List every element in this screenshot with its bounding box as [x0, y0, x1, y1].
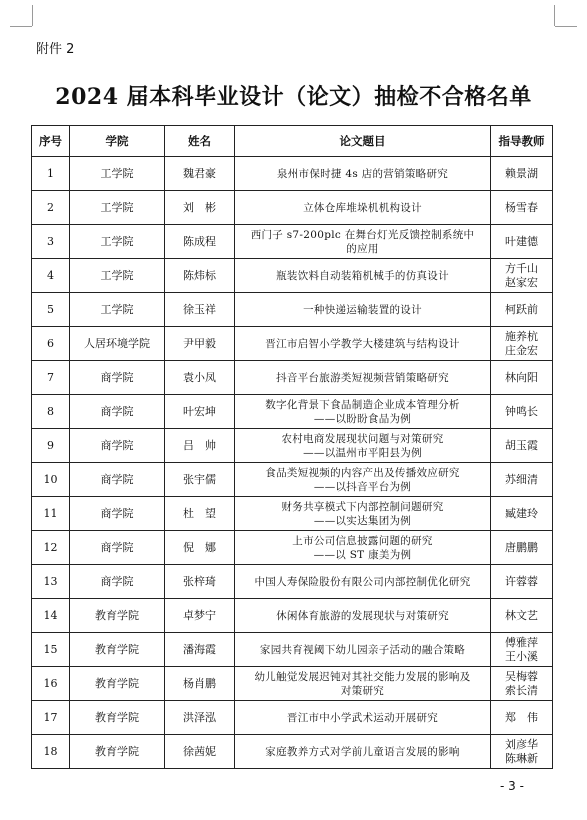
cell-name: 张梓琦 — [165, 565, 235, 599]
advisor-name: 叶建德 — [505, 234, 538, 248]
header-no: 序号 — [32, 126, 70, 157]
cell-name: 袁小凤 — [165, 361, 235, 395]
page-number: - 3 - — [500, 779, 524, 793]
cell-college: 教育学院 — [70, 633, 165, 667]
topic-line: 的应用 — [346, 242, 379, 255]
cell-name: 尹甲毅 — [165, 327, 235, 361]
advisor-name: 施养杭 — [505, 329, 538, 343]
topic-line: 立体仓库堆垛机机构设计 — [303, 201, 422, 214]
cell-no: 10 — [32, 463, 70, 497]
cell-advisor — [491, 327, 553, 361]
cell-topic — [235, 327, 491, 361]
cell-name: 洪泽泓 — [165, 701, 235, 735]
cell-name: 吕 帅 — [165, 429, 235, 463]
advisor-name: 许蓉蓉 — [505, 574, 538, 588]
advisor-name: 吴梅蓉 — [505, 669, 538, 683]
cell-no: 18 — [32, 735, 70, 769]
cell-college: 商学院 — [70, 395, 165, 429]
cell-college: 教育学院 — [70, 735, 165, 769]
advisor-name: 庄金宏 — [505, 343, 538, 357]
cell-no: 9 — [32, 429, 70, 463]
cell-topic — [235, 599, 491, 633]
advisor-name: 陈琳新 — [505, 751, 538, 765]
cell-no: 1 — [32, 157, 70, 191]
cell-name: 徐玉祥 — [165, 293, 235, 327]
topic-line: 家庭教养方式对学前儿童语言发展的影响 — [265, 745, 460, 758]
advisor-name: 刘彦华 — [505, 737, 538, 751]
table-row — [32, 191, 553, 225]
cell-college: 工学院 — [70, 191, 165, 225]
advisor-name: 赵家宏 — [505, 275, 538, 289]
cell-name: 张宇儒 — [165, 463, 235, 497]
cell-advisor — [491, 667, 553, 701]
cell-college: 工学院 — [70, 225, 165, 259]
cell-topic — [235, 701, 491, 735]
cell-no: 12 — [32, 531, 70, 565]
cell-name: 陈炜标 — [165, 259, 235, 293]
cell-topic — [235, 565, 491, 599]
table-row — [32, 497, 553, 531]
advisor-name: 林向阳 — [505, 370, 538, 384]
topic-line: 数字化背景下食品制造企业成本管理分析 — [265, 398, 460, 411]
table-header-row — [32, 126, 553, 157]
cell-name: 陈成程 — [165, 225, 235, 259]
document-title: 2024 届本科毕业设计（论文）抽检不合格名单 — [55, 84, 532, 110]
cell-college: 商学院 — [70, 429, 165, 463]
table-row — [32, 735, 553, 769]
cell-topic — [235, 429, 491, 463]
advisor-name: 柯跃前 — [505, 302, 538, 316]
cell-advisor — [491, 463, 553, 497]
topic-line: 西门子 s7-200plc 在舞台灯光反馈控制系统中 — [250, 228, 475, 241]
topic-line: ——以实达集团为例 — [313, 514, 412, 527]
cell-no: 7 — [32, 361, 70, 395]
cell-advisor — [491, 157, 553, 191]
topic-line: 抖音平台旅游类短视频营销策略研究 — [276, 371, 449, 384]
cell-college: 商学院 — [70, 361, 165, 395]
cell-topic — [235, 735, 491, 769]
cell-name: 倪 娜 — [165, 531, 235, 565]
cell-no: 16 — [32, 667, 70, 701]
cell-name: 潘海霞 — [165, 633, 235, 667]
cell-topic — [235, 157, 491, 191]
topic-line: ——以 ST 康美为例 — [313, 548, 412, 561]
header-college: 学院 — [70, 126, 165, 157]
cell-college: 工学院 — [70, 157, 165, 191]
cell-no: 17 — [32, 701, 70, 735]
cell-no: 2 — [32, 191, 70, 225]
cell-topic — [235, 395, 491, 429]
cell-no: 8 — [32, 395, 70, 429]
failed-thesis-table — [31, 125, 553, 769]
table-row — [32, 293, 553, 327]
cell-name: 徐茜妮 — [165, 735, 235, 769]
cell-no: 5 — [32, 293, 70, 327]
advisor-name: 钟鸣长 — [505, 404, 538, 418]
topic-line: 一种快递运输装置的设计 — [303, 303, 422, 316]
cell-advisor — [491, 191, 553, 225]
cell-no: 6 — [32, 327, 70, 361]
topic-line: 休闲体育旅游的发展现状与对策研究 — [276, 609, 449, 622]
cell-no: 3 — [32, 225, 70, 259]
advisor-name: 臧建玲 — [505, 506, 538, 520]
cell-college: 商学院 — [70, 531, 165, 565]
cell-advisor — [491, 361, 553, 395]
cell-topic — [235, 463, 491, 497]
cell-advisor — [491, 633, 553, 667]
cell-advisor — [491, 293, 553, 327]
crop-mark-top-right-h — [555, 26, 577, 27]
advisor-name: 林文艺 — [505, 608, 538, 622]
attachment-label: 附件 2 — [36, 42, 75, 57]
topic-line: 上市公司信息披露问题的研究 — [292, 534, 433, 547]
cell-topic — [235, 497, 491, 531]
cell-college: 商学院 — [70, 565, 165, 599]
cell-topic — [235, 259, 491, 293]
cell-college: 工学院 — [70, 293, 165, 327]
table-row — [32, 259, 553, 293]
topic-line: 农村电商发展现状问题与对策研究 — [281, 432, 444, 445]
cell-name: 叶宏坤 — [165, 395, 235, 429]
cell-advisor — [491, 395, 553, 429]
table-row — [32, 599, 553, 633]
header-name: 姓名 — [165, 126, 235, 157]
cell-topic — [235, 361, 491, 395]
topic-line: 幼儿触觉发展迟钝对其社交能力发展的影响及 — [254, 670, 471, 683]
table-row — [32, 395, 553, 429]
table-row — [32, 531, 553, 565]
topic-line: 晋江市启智小学教学大楼建筑与结构设计 — [265, 337, 460, 350]
advisor-name: 郑 伟 — [505, 710, 538, 724]
cell-advisor — [491, 225, 553, 259]
cell-advisor — [491, 599, 553, 633]
topic-line: 食品类短视频的内容产出及传播效应研究 — [265, 466, 460, 479]
crop-mark-top-left-h — [10, 26, 32, 27]
cell-name: 刘 彬 — [165, 191, 235, 225]
cell-college: 教育学院 — [70, 701, 165, 735]
topic-line: 泉州市保时捷 4s 店的营销策略研究 — [276, 167, 449, 180]
cell-name: 杜 望 — [165, 497, 235, 531]
cell-college: 教育学院 — [70, 667, 165, 701]
advisor-name: 赖景湖 — [505, 166, 538, 180]
table-row — [32, 429, 553, 463]
cell-college: 教育学院 — [70, 599, 165, 633]
cell-college: 商学院 — [70, 463, 165, 497]
cell-college: 工学院 — [70, 259, 165, 293]
advisor-name: 方千山 — [505, 261, 538, 275]
table-row — [32, 327, 553, 361]
advisor-name: 傅雅萍 — [505, 635, 538, 649]
topic-line: 晋江市中小学武术运动开展研究 — [286, 711, 439, 724]
cell-college: 商学院 — [70, 497, 165, 531]
table-row — [32, 565, 553, 599]
cell-advisor — [491, 531, 553, 565]
cell-name: 魏君豪 — [165, 157, 235, 191]
cell-advisor — [491, 429, 553, 463]
table-row — [32, 463, 553, 497]
cell-no: 14 — [32, 599, 70, 633]
topic-line: ——以抖音平台为例 — [313, 480, 412, 493]
crop-mark-top-left-v — [32, 5, 33, 26]
table-row — [32, 701, 553, 735]
cell-topic — [235, 633, 491, 667]
cell-name: 杨肖鹏 — [165, 667, 235, 701]
cell-topic — [235, 225, 491, 259]
advisor-name: 苏细清 — [505, 472, 538, 486]
cell-no: 11 — [32, 497, 70, 531]
table-row — [32, 633, 553, 667]
topic-line: 财务共享模式下内部控制问题研究 — [281, 500, 444, 513]
advisor-name: 胡玉霞 — [505, 438, 538, 452]
cell-no: 13 — [32, 565, 70, 599]
table-row — [32, 225, 553, 259]
cell-topic — [235, 191, 491, 225]
table-row — [32, 157, 553, 191]
cell-topic — [235, 531, 491, 565]
table-row — [32, 667, 553, 701]
advisor-name: 王小溪 — [505, 649, 538, 663]
topic-line: 家园共育视阈下幼儿园亲子活动的融合策略 — [259, 643, 466, 656]
table-row — [32, 361, 553, 395]
cell-college: 人居环境学院 — [70, 327, 165, 361]
cell-topic — [235, 293, 491, 327]
cell-topic — [235, 667, 491, 701]
advisor-name: 杨雪春 — [505, 200, 538, 214]
cell-no: 15 — [32, 633, 70, 667]
cell-advisor — [491, 497, 553, 531]
topic-line: ——以盼盼食品为例 — [313, 412, 412, 425]
crop-mark-top-right-v — [554, 5, 555, 26]
topic-line: 对策研究 — [340, 684, 385, 697]
topic-line: 瓶装饮料自动装箱机械手的仿真设计 — [276, 269, 449, 282]
table-body — [32, 157, 553, 769]
cell-advisor — [491, 735, 553, 769]
topic-line: 中国人寿保险股份有限公司内部控制优化研究 — [254, 575, 471, 588]
advisor-name: 唐鹏鹏 — [505, 540, 538, 554]
topic-line: ——以温州市平阳县为例 — [303, 446, 422, 459]
cell-advisor — [491, 565, 553, 599]
advisor-name: 索长清 — [505, 683, 538, 697]
header-topic: 论文题目 — [235, 126, 491, 157]
cell-no: 4 — [32, 259, 70, 293]
header-advisor: 指导教师 — [491, 126, 553, 157]
cell-advisor — [491, 701, 553, 735]
cell-name: 卓梦宁 — [165, 599, 235, 633]
cell-advisor — [491, 259, 553, 293]
